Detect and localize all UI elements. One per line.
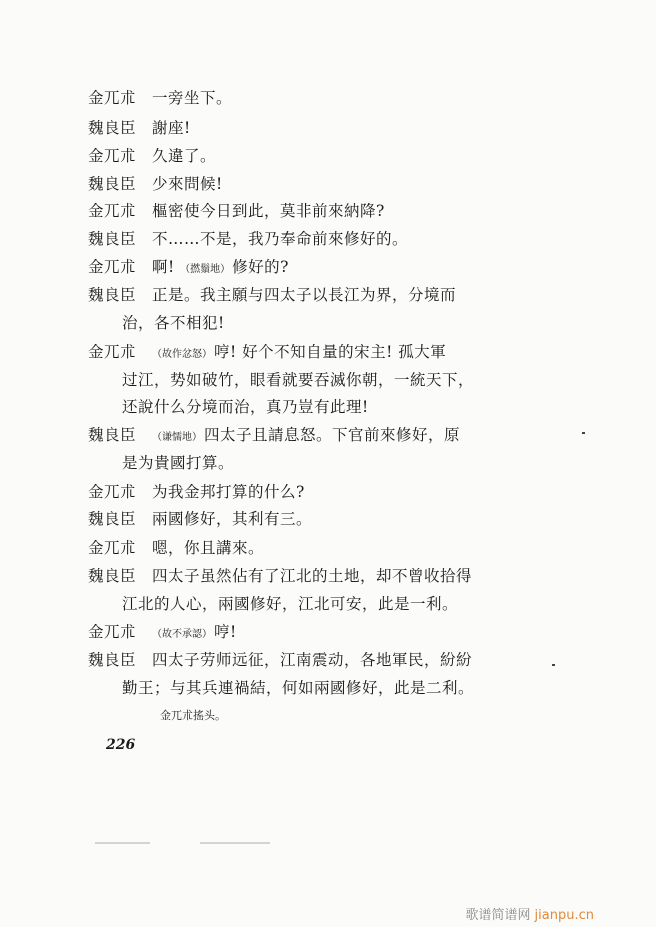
scan-artifact: [95, 842, 150, 844]
dialogue-line: [88, 88, 232, 108]
dialogue-line: [88, 174, 223, 194]
scan-speck: [552, 664, 555, 666]
speech-text: 謝座!: [152, 119, 191, 137]
speaker-name: 魏良臣: [88, 510, 137, 528]
speaker-name: 魏良臣: [88, 567, 137, 585]
stage-direction-inline: （故不承認）: [152, 629, 212, 640]
speaker-name: 魏良臣: [88, 119, 137, 137]
dialogue-line: [88, 538, 264, 558]
speaker-name: 金兀朮: [88, 147, 137, 165]
speaker-name: 魏良臣: [88, 426, 137, 444]
speaker-name: 金兀朮: [88, 483, 137, 501]
scan-artifact: [200, 842, 270, 844]
dialogue-line: [88, 229, 408, 249]
speech-text: 四太子且請息怒。下官前來修好，原: [204, 426, 461, 444]
speech-text: 啊!: [152, 258, 181, 276]
speech-text: 四太子虽然佔有了江北的土地，却不曾收拾得: [152, 567, 473, 585]
dialogue-line: [88, 566, 472, 586]
dialogue-line: [88, 622, 237, 645]
watermark: [466, 904, 594, 923]
speech-text: 哼!: [214, 623, 237, 641]
speaker-name: 魏良臣: [88, 651, 137, 669]
speech-continuation: 勤王；与其兵連禍結，何如兩國修好，此是二利。: [122, 679, 475, 697]
speech-continuation: 治，各不相犯!: [122, 314, 225, 332]
speaker-name: 金兀朮: [88, 89, 137, 107]
speech-text: 兩國修好，其利有三。: [152, 510, 313, 528]
speech-continuation: 江北的人心，兩國修好，江北可安，此是一利。: [122, 595, 459, 613]
speaker-name: 魏良臣: [88, 175, 137, 193]
speech-text: 哼! 好个不知自量的宋主! 孤大軍: [214, 343, 447, 361]
speech-text: 久違了。: [152, 147, 217, 165]
speaker-name: 魏良臣: [88, 286, 137, 304]
speaker-name: 金兀朮: [88, 539, 137, 557]
stage-direction-inline: （撚鬚地）: [180, 264, 231, 275]
dialogue-line: [88, 509, 312, 529]
speech-text: 少來問候!: [152, 175, 223, 193]
speech-continuation: 过江，势如破竹，眼看就要吞滅你朝，一統天下，: [122, 371, 475, 389]
speech-text: 一旁坐下。: [152, 89, 233, 107]
speech-text: 不……不是，我乃奉命前來修好的。: [152, 230, 409, 248]
stage-direction-inline: （谦懦地）: [152, 432, 202, 443]
watermark-cn: 歌谱简谱网: [465, 908, 531, 923]
dialogue-line: [88, 285, 456, 305]
dialogue-line: [88, 118, 191, 138]
speaker-name: 金兀朮: [88, 343, 137, 361]
speech-text: 正是。我主願与四太子以長江为界，分境而: [152, 286, 457, 304]
speech-continuation: 还說什么分境而治，真乃豈有此理!: [122, 398, 369, 416]
dialogue-line: [88, 482, 305, 502]
dialogue-line: [88, 650, 472, 670]
dialogue-line: [88, 342, 446, 365]
speech-text: 为我金邦打算的什么?: [152, 483, 305, 501]
watermark-latin: jianpu.cn: [534, 908, 594, 923]
scan-speck: [582, 432, 585, 434]
speech-text: 嗯，你且講來。: [152, 539, 265, 557]
stage-direction: 金兀朮搖头。: [160, 709, 226, 722]
dialogue-line: [88, 146, 216, 166]
speech-text: 修好的?: [232, 258, 289, 276]
speaker-name: 金兀朮: [88, 623, 137, 641]
speaker-name: 魏良臣: [88, 230, 137, 248]
dialogue-line: [88, 257, 289, 280]
speaker-name: 金兀朮: [88, 202, 137, 220]
page-number: 226: [106, 737, 136, 753]
speech-continuation: 是为貴國打算。: [122, 454, 235, 472]
dialogue-line: [88, 425, 460, 448]
speech-text: 樞密使今日到此，莫非前來納降?: [152, 202, 385, 220]
speech-text: 四太子劳师远征，江南震动，各地軍民，紛紛: [152, 651, 473, 669]
dialogue-line: [88, 201, 385, 221]
stage-direction-inline: （故作忿怒）: [152, 349, 212, 360]
speaker-name: 金兀朮: [88, 258, 137, 276]
